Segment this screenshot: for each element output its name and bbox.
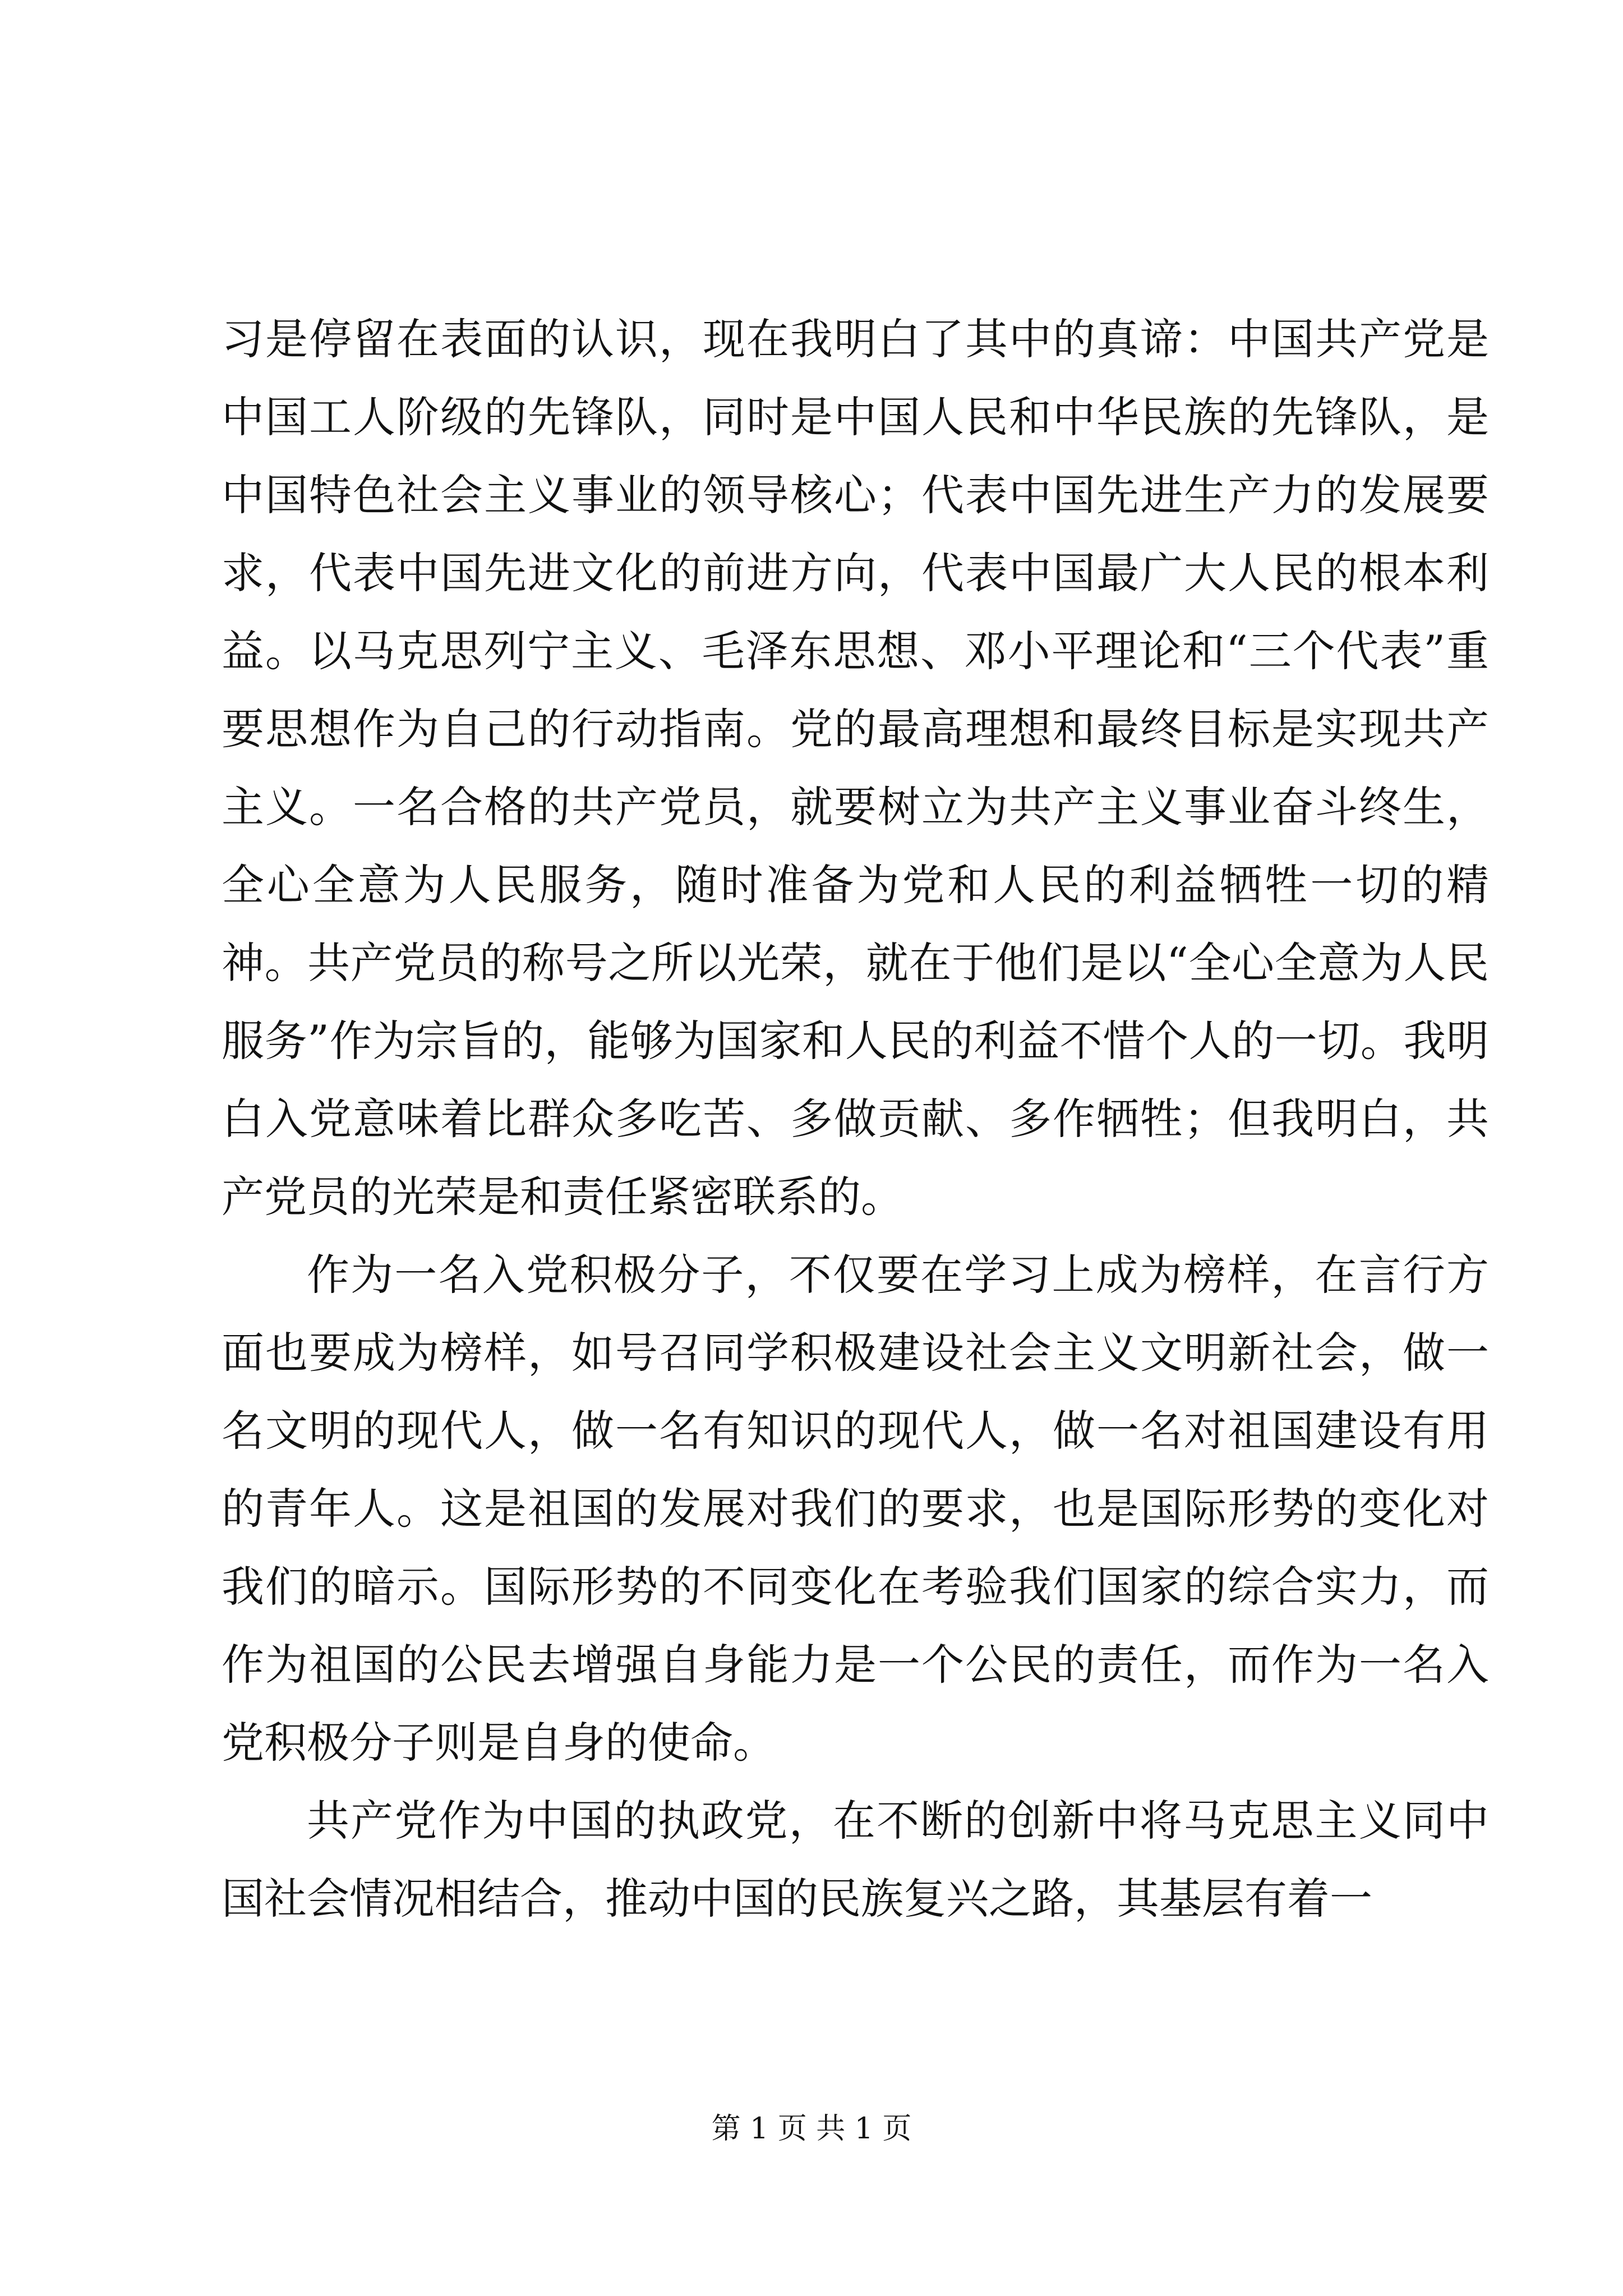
paragraph-3: 共产党作为中国的执政党，在不断的创新中将马克思主义同中国社会情况相结合，推动中国的民族复兴之路，其基层有着一: [222, 1796, 1489, 1924]
paragraph-1: 习是停留在表面的认识，现在我明白了其中的真谛：中国共产党是中国工人阶级的先锋队，同时是中国人民和中华民族的先锋队，是中国特色社会主义事业的领导核心；代表中国先进生产力的发展要求，代表中国先进文化的前进方向，代表中国最广大人民的根本利益。以马克思列宁主义、毛泽东思想、邓小平理论和“三个代表”重要思想作为自己的行动指南。党的最高理想和最终目标是实现共产主义。一名合格的共产党员，就要树立为共产主义事业奋斗终生，全心全意为人民服务，随时准备为党和人民的利益牺牲一切的精神。共产党员的称号之所以光荣，就在于他们是以“全心全意为人民服务”作为宗旨的，能够为国家和人民的利益不惜个人的一切。我明白入党意味着比群众多吃苦、多做贡献、多作牺牲；但我明白，共产党员的光荣是和责任紧密联系的。: [222, 314, 1489, 1222]
document-body: [222, 300, 1489, 1938]
paragraph-2: 作为一名入党积极分子，不仅要在学习上成为榜样，在言行方面也要成为榜样，如号召同学积极建设社会主义文明新社会，做一名文明的现代人，做一名有知识的现代人，做一名对祖国建设有用的青年人。这是祖国的发展对我们的要求，也是国际形势的变化对我们的暗示。国际形势的不同变化在考验我们国家的综合实力，而作为祖国的公民去增强自身能力是一个公民的责任，而作为一名入党积极分子则是自身的使命。: [222, 1250, 1489, 1768]
page-number-footer: 第 1 页 共 1 页: [711, 2112, 912, 2146]
